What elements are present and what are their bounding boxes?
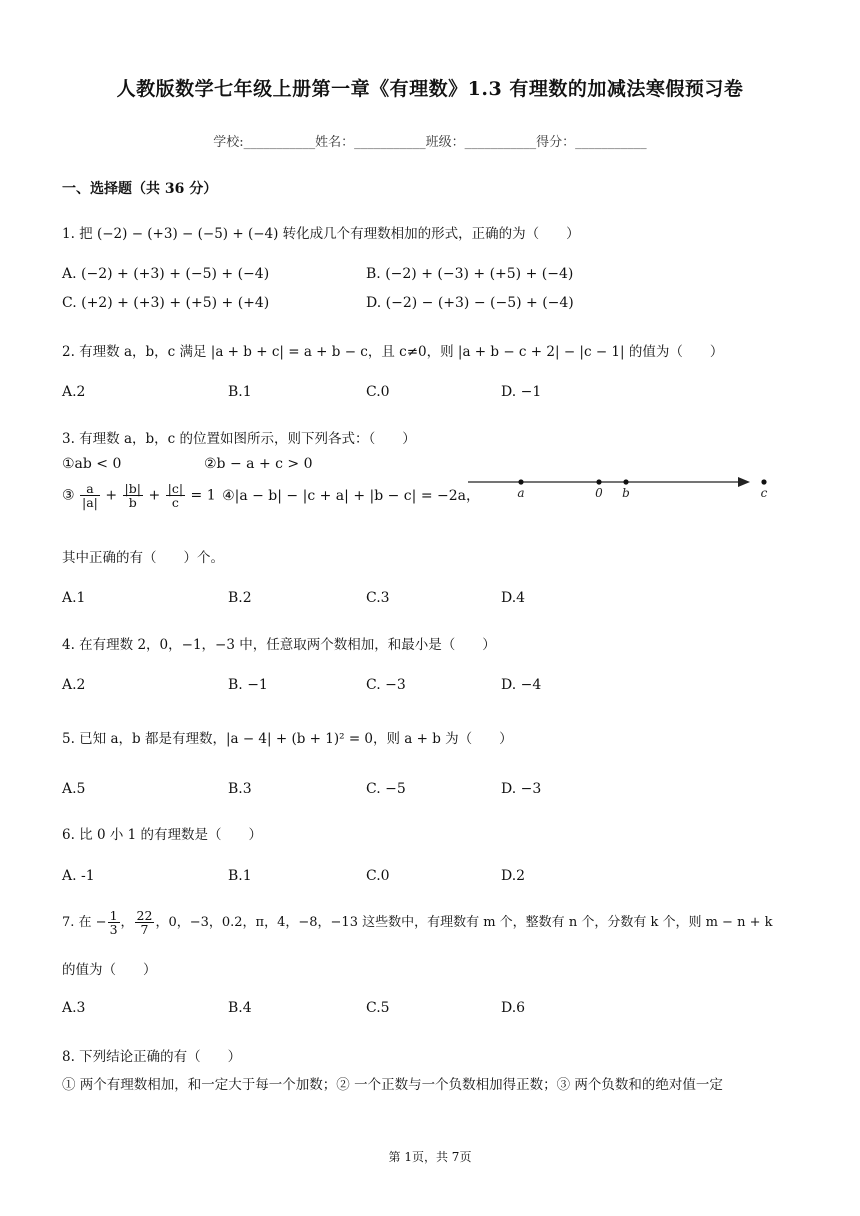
q1-option-a: A. (−2) + (+3) + (−5) + (−4) xyxy=(62,266,270,282)
q6-option-c: C.0 xyxy=(366,868,390,884)
q4-option-b: B. −1 xyxy=(228,677,268,693)
q6-option-b: B.1 xyxy=(228,868,252,884)
plus-sign: + xyxy=(148,487,161,504)
q2-option-c: C.0 xyxy=(366,384,390,400)
q3-option-a: A.1 xyxy=(62,590,86,606)
q3-option-d: D.4 xyxy=(501,590,526,606)
question-1-stem: 1. 把 (−2) − (+3) − (−5) + (−4) 转化成几个有理数相加的形式，正确的为（ ） xyxy=(62,226,580,242)
q5-option-c: C. −5 xyxy=(366,781,406,797)
frac-denominator: |a| xyxy=(82,495,98,511)
frac-denominator: 3 xyxy=(109,922,118,938)
number-line-arrow-icon xyxy=(738,477,750,487)
q7-option-d: D.6 xyxy=(501,1000,526,1016)
question-6-stem: 6. 比 0 小 1 的有理数是（ ） xyxy=(62,827,263,843)
fraction-a-over-abs-a xyxy=(80,482,100,509)
frac-denominator: c xyxy=(171,495,179,511)
fraction-22-over-7 xyxy=(135,909,155,936)
number-line-label-b: b xyxy=(622,486,630,500)
frac-numerator: 1 xyxy=(109,908,118,923)
q3-statement-1: ①ab < 0 xyxy=(62,456,122,472)
q7-option-b: B.4 xyxy=(228,1000,252,1016)
number-line-point-0 xyxy=(596,479,601,484)
number-line-label-a: a xyxy=(517,486,525,500)
q4-option-a: A.2 xyxy=(62,677,86,693)
q7-prefix: 7. 在 − xyxy=(62,915,107,931)
frac-numerator: a xyxy=(80,482,100,496)
number-line-point-c xyxy=(761,479,766,484)
question-2-stem: 2. 有理数 a，b，c 满足 |a + b + c| = a + b − c，且 c≠0，则 |a + b − c + 2| − |c − 1| 的值为（ ） xyxy=(62,344,724,360)
question-8-statements: ① 两个有理数相加，和一定大于每一个加数；② 一个正数与一个负数相加得正数；③ 两个负数和的绝对值一定 xyxy=(62,1077,723,1093)
q2-option-a: A.2 xyxy=(62,384,86,400)
student-info-line: 学校:___________姓名：___________班级：___________得分：___________ xyxy=(213,135,647,150)
q6-option-d: D.2 xyxy=(501,868,526,884)
frac-denominator: 7 xyxy=(140,922,149,938)
page-footer: 第 1页，共 7页 xyxy=(388,1150,472,1164)
number-line-point-a xyxy=(518,479,523,484)
number-line-label-0: 0 xyxy=(595,486,603,500)
frac-numerator: |c| xyxy=(167,481,184,496)
question-4-stem: 4. 在有理数 2，0，−1，−3 中，任意取两个数相加，和最小是（ ） xyxy=(62,637,496,653)
q2-option-b: B.1 xyxy=(228,384,252,400)
q3-statement-3-marker: ③ xyxy=(62,487,75,504)
document-title: 人教版数学七年级上册第一章《有理数》1.3 有理数的加减法寒假预习卷 xyxy=(116,78,744,100)
q4-option-c: C. −3 xyxy=(366,677,406,693)
q3-option-b: B.2 xyxy=(228,590,252,606)
q1-option-d: D. (−2) − (+3) − (−5) + (−4) xyxy=(366,295,574,311)
q7-rest: ，0，−3，0.2，π，4，−8，−13 这些数中，有理数有 m 个，整数有 n 个，分数有 k 个，则 m − n + k xyxy=(155,915,773,931)
q3-statement-2: ②b − a + c > 0 xyxy=(204,456,313,472)
q7-option-c: C.5 xyxy=(366,1000,390,1016)
frac-numerator: |b| xyxy=(124,481,141,496)
q3-option-c: C.3 xyxy=(366,590,390,606)
frac-denominator: b xyxy=(128,495,137,511)
fraction-abs-c-over-c xyxy=(166,482,185,509)
q5-option-a: A.5 xyxy=(62,781,86,797)
q4-option-d: D. −4 xyxy=(501,677,542,693)
question-8-stem: 8. 下列结论正确的有（ ） xyxy=(62,1049,242,1065)
question-3-tail: 其中正确的有（ ）个。 xyxy=(62,550,224,566)
fraction-one-third xyxy=(108,909,120,936)
q5-option-d: D. −3 xyxy=(501,781,542,797)
q7-option-a: A.3 xyxy=(62,1000,86,1016)
q1-option-b: B. (−2) + (−3) + (+5) + (−4) xyxy=(366,266,574,282)
question-3-stem: 3. 有理数 a，b，c 的位置如图所示，则下列各式：（ ） xyxy=(62,431,416,447)
frac-numerator: 22 xyxy=(136,908,153,923)
question-7-line-2: 的值为（ ） xyxy=(62,962,157,978)
q5-option-b: B.3 xyxy=(228,781,252,797)
number-line-figure xyxy=(464,470,768,500)
question-5-stem: 5. 已知 a，b 都是有理数，|a − 4| + (b + 1)² = 0，则 a + b 为（ ） xyxy=(62,731,513,747)
q3-statement-4: ④|a − b| − |c + a| + |b − c| = −2a， xyxy=(222,487,480,504)
equals-one: = 1 xyxy=(190,487,216,504)
q6-option-a: A. -1 xyxy=(62,868,95,884)
number-line-label-c: c xyxy=(760,486,768,500)
number-line-point-b xyxy=(623,479,628,484)
fraction-abs-b-over-b xyxy=(123,482,143,509)
q2-option-d: D. −1 xyxy=(501,384,542,400)
question-7-stem xyxy=(62,909,773,936)
q1-option-c: C. (+2) + (+3) + (+5) + (+4) xyxy=(62,295,270,311)
q7-separator: ， xyxy=(120,915,134,931)
plus-sign: + xyxy=(105,487,118,504)
section-heading: 一、选择题（共 36 分） xyxy=(62,181,218,197)
q3-statement-3 xyxy=(62,482,480,509)
